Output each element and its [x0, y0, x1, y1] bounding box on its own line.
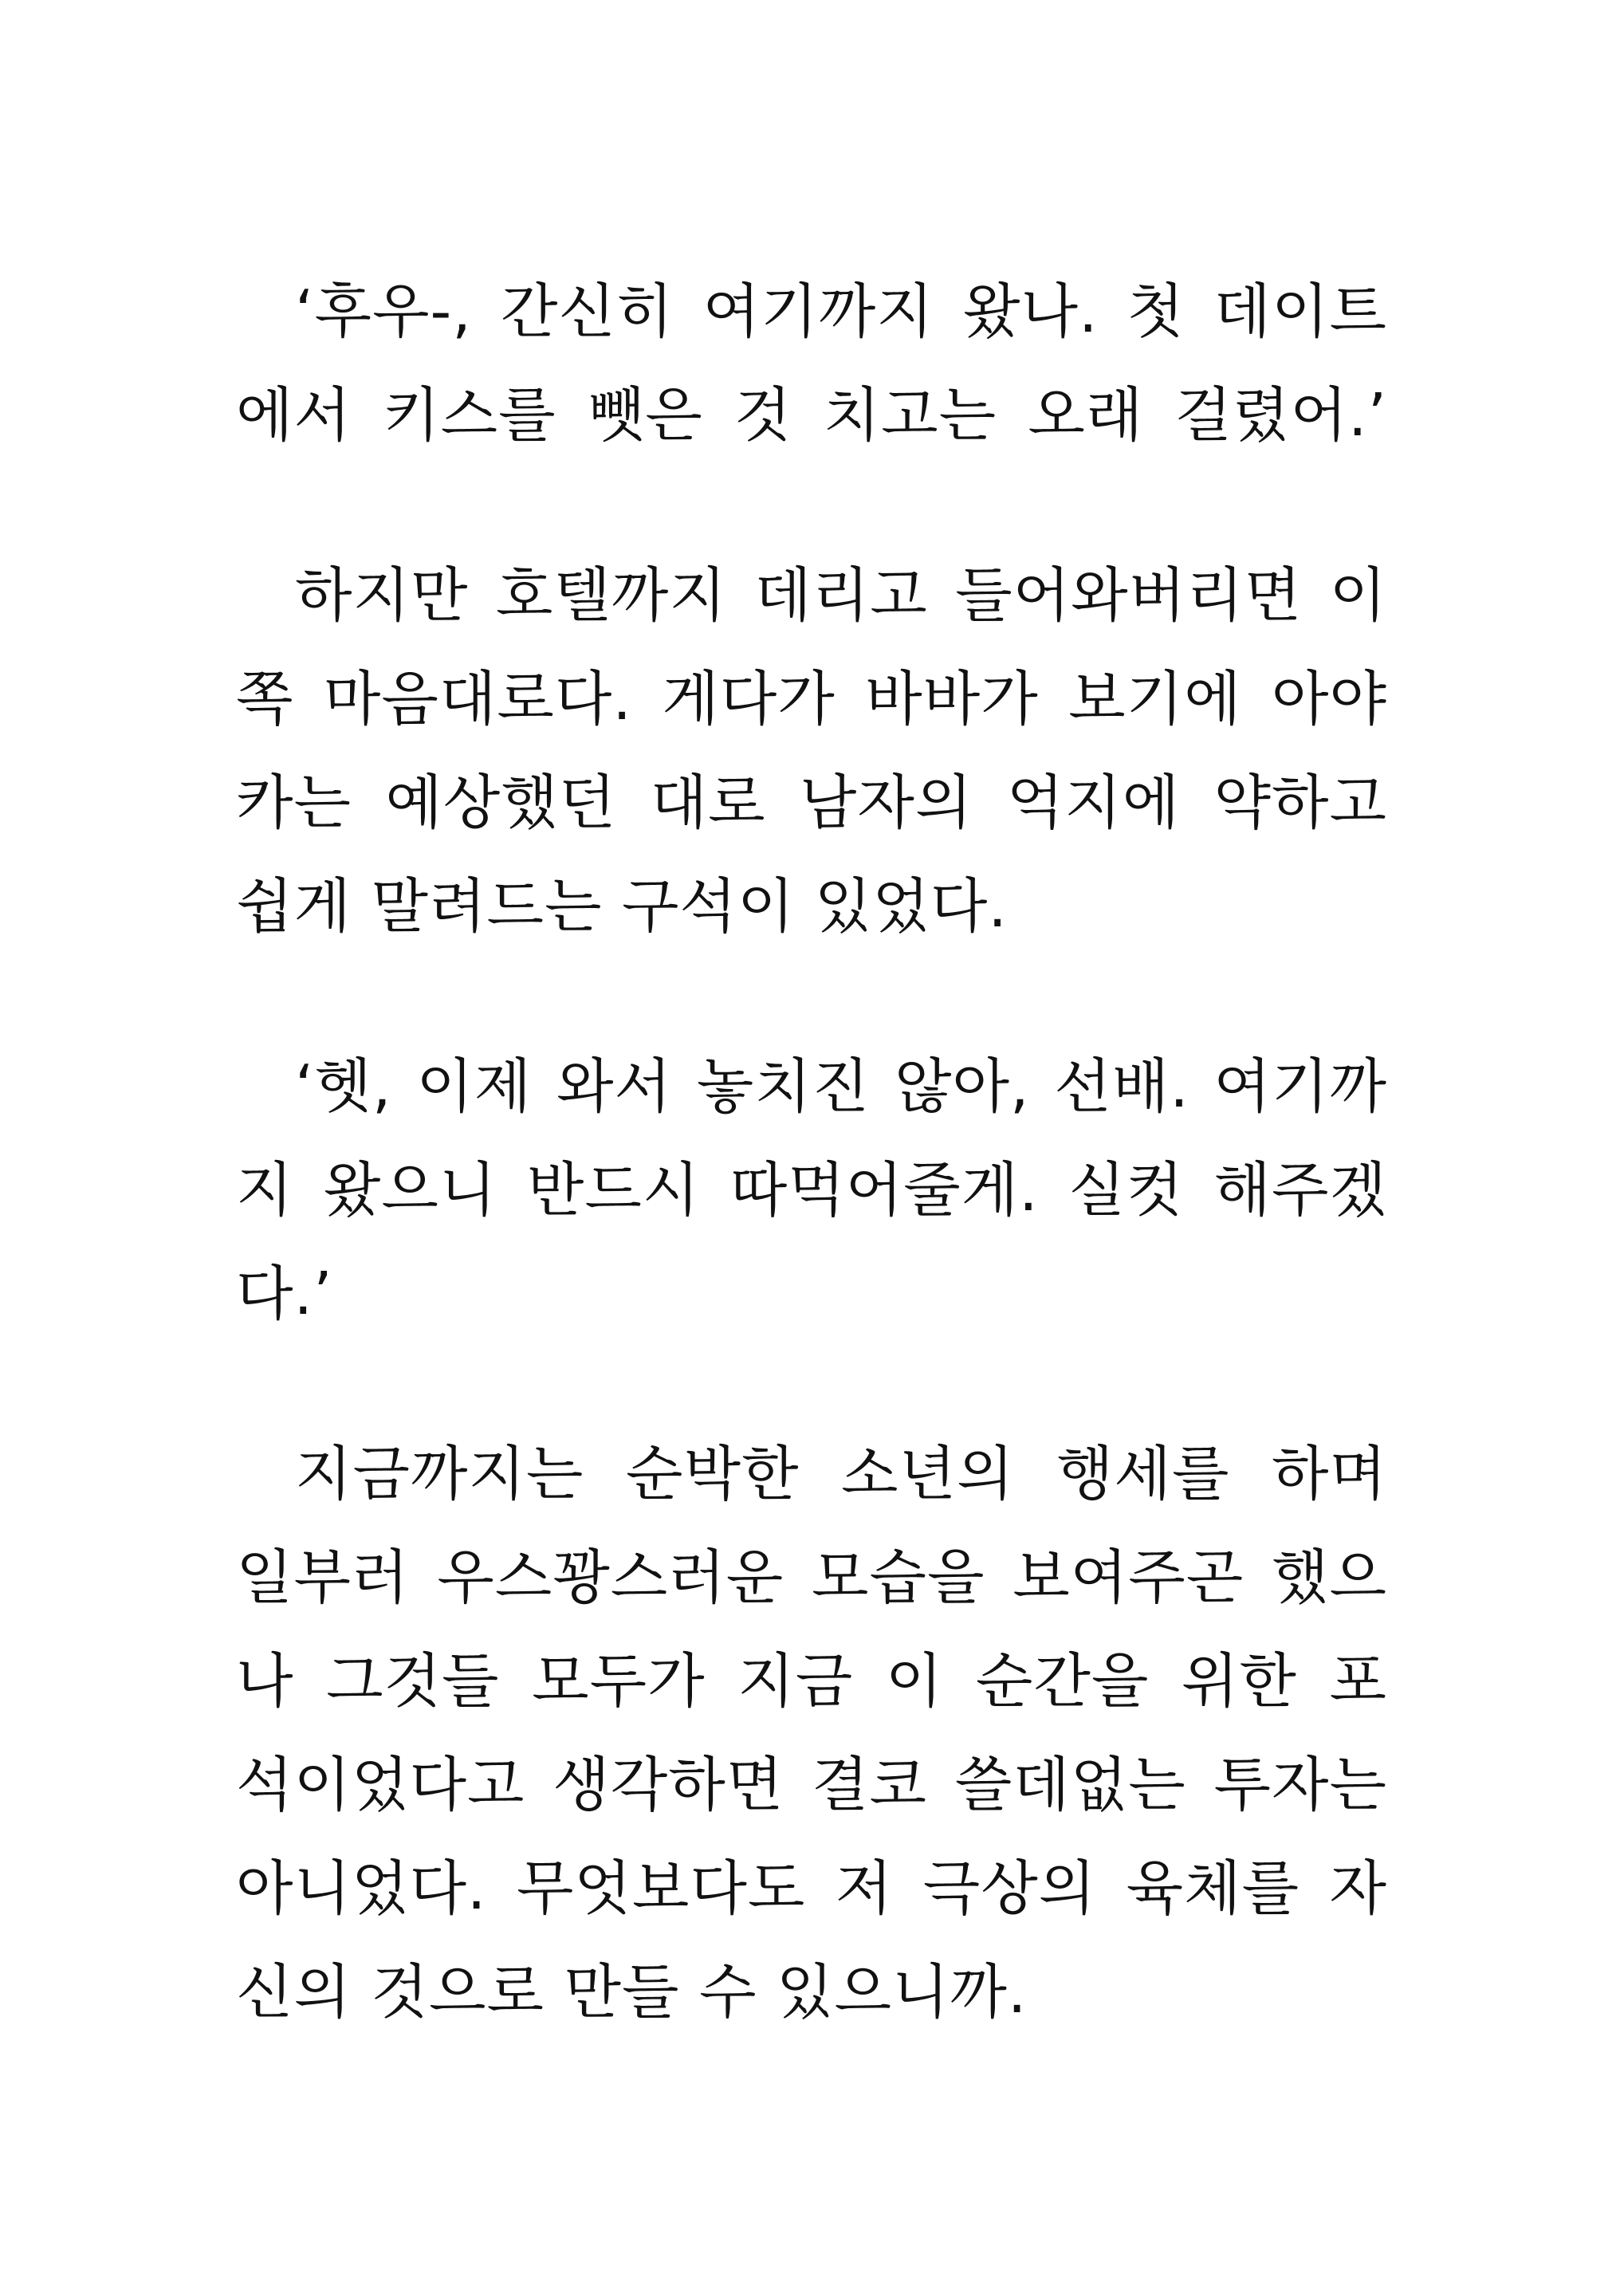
paragraph-3-line-3: 다.’ — [236, 1260, 333, 1328]
paragraph-4-line-1: 지금까지는 순박한 소년의 행세를 하며 — [295, 1440, 1387, 1508]
paragraph-4-line-3: 나 그것들 모두가 지금 이 순간을 위한 포 — [236, 1647, 1387, 1716]
paragraph-4-line-4: 석이었다고 생각하면 결코 쓸데없는 투자는 — [236, 1751, 1387, 1819]
paragraph-2-line-3: 카는 예상했던 대로 남자의 억지에 약하고 — [236, 769, 1387, 837]
paragraph-2-line-2: 쪽 마음대로다. 게다가 바바가 보기에 아야 — [236, 665, 1387, 733]
paragraph-2-line-4: 쉽게 말려드는 구석이 있었다. — [236, 872, 1008, 941]
paragraph-4-line-5: 아니었다. 무엇보다도 저 극상의 육체를 자 — [236, 1854, 1387, 1923]
paragraph-1-line-2: 에서 키스를 뺏은 것 치고는 오래 걸렸어.’ — [236, 381, 1387, 450]
paragraph-3-line-2: 지 왔으니 반드시 따먹어줄게. 실컷 해주겠 — [236, 1156, 1387, 1225]
paragraph-4-line-6: 신의 것으로 만들 수 있으니까. — [236, 1958, 1028, 2027]
paragraph-1-line-1: ‘후우-, 간신히 여기까지 왔나. 첫 데이트 — [295, 277, 1387, 346]
paragraph-3-line-1: ‘헷, 이제 와서 놓치진 않아, 선배. 여기까 — [295, 1052, 1387, 1121]
paragraph-2-line-1: 하지만 호텔까지 데리고 들어와버리면 이 — [295, 561, 1387, 630]
paragraph-4-line-2: 일부러 우스꽝스러운 모습을 보여주곤 했으 — [236, 1543, 1387, 1612]
